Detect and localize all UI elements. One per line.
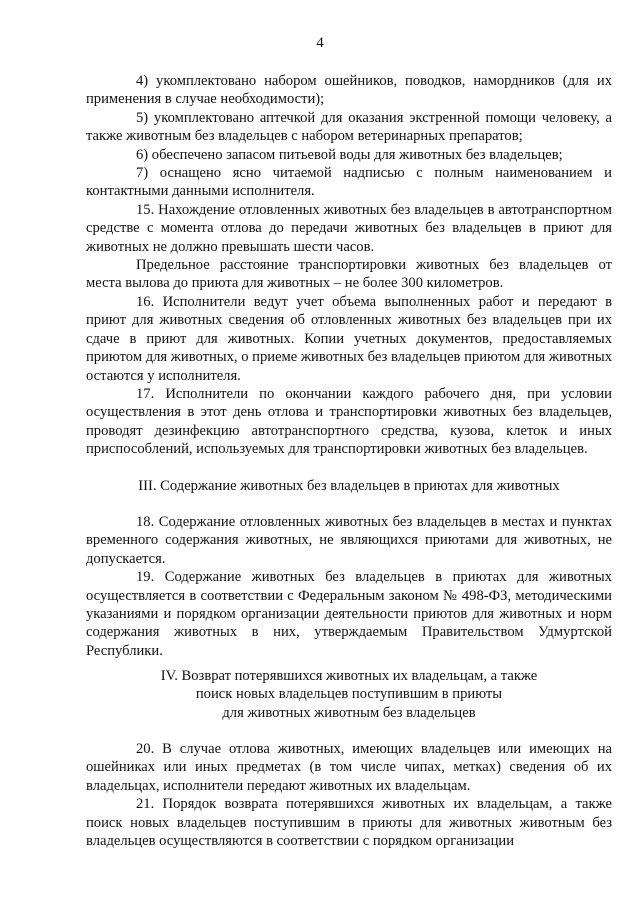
page-number: 4 [316,35,324,51]
paragraph: Предельное расстояние транспортировки животных без владельцев от места вылова до приюта для животных – не более 300 километров. [86,257,612,292]
section-heading: III. Содержание животных без владельцев в приютах для животных [138,478,560,494]
section-3 [86,477,612,495]
paragraph: 17. Исполнители по окончании каждого рабочего дня, при условии осуществления в этот день отлова и транспортировки животных без владельцев, проводят дезинфекцию автотранспортного средства, кузова, клеток и иных приспособлений, используемых для транспортировки животных без владельцев. [86,385,612,458]
paragraph: 15. Нахождение отловленных животных без владельцев в автотранспортном средстве с момента отлова до передачи животных без владельцев в приют для животных не должно превышать шести часов. [86,201,612,255]
section-heading-line: IV. Возврат потерявшихся животных их владельцам, а также [160,668,538,684]
paragraph: 4) укомплектовано набором ошейников, поводков, намордников (для их применения в случае необходимости); [86,73,612,108]
section-2-continuation [86,72,612,459]
paragraph: 5) укомплектовано аптечкой для оказания экстренной помощи человеку, а также животным без владельцев с набором ветеринарных препаратов; [86,109,612,145]
paragraph: 18. Содержание отловленных животных без владельцев в местах и пунктах временного содержания животных, не являющихся приютами для животных, не допускается. [86,514,612,567]
paragraph: 6) обеспечено запасом питьевой воды для животных без владельцев; [136,146,563,163]
section-4-body [86,740,612,850]
section-heading-line: для животных животным без владельцев [222,704,476,721]
paragraph: 20. В случае отлова животных, имеющих владельцев или имеющих на ошейниках или иных предметах (в том числе чипах, метках) сведения об их владельцах, исполнители передают животных их владельцам. [86,741,612,794]
paragraph: 16. Исполнители ведут учет объема выполненных работ и передают в приют для животных сведения об отловленных животных без владельцев при их сдаче в приют для животных. Копии учетных документов, предоставляемых приютом для животных, о приеме животных без владельцев приютом для животных остаются у исполнителя. [86,293,612,384]
section-heading-line: поиск новых владельцев поступившим в приюты [195,686,503,703]
paragraph: 7) оснащено ясно читаемой надписью с полным наименованием и контактными данными исполнителя. [86,165,612,200]
section-3-body [86,513,612,660]
paragraph: 19. Содержание животных без владельцев в приютах для животных осуществляется в соответствии с Федеральным законом № 498-ФЗ, методическими указаниями и порядком организации деятельности приютов для животных и норм содержания животных в них, утверждаемым Правительством Удмуртской Республики. [86,569,612,659]
paragraph: 21. Порядок возврата потерявшихся животных их владельцам, а также поиск новых владельцев поступившим в приюты для животных животным без владельцев осуществляются в соответствии с порядком организации [86,796,612,850]
section-4 [86,667,612,722]
